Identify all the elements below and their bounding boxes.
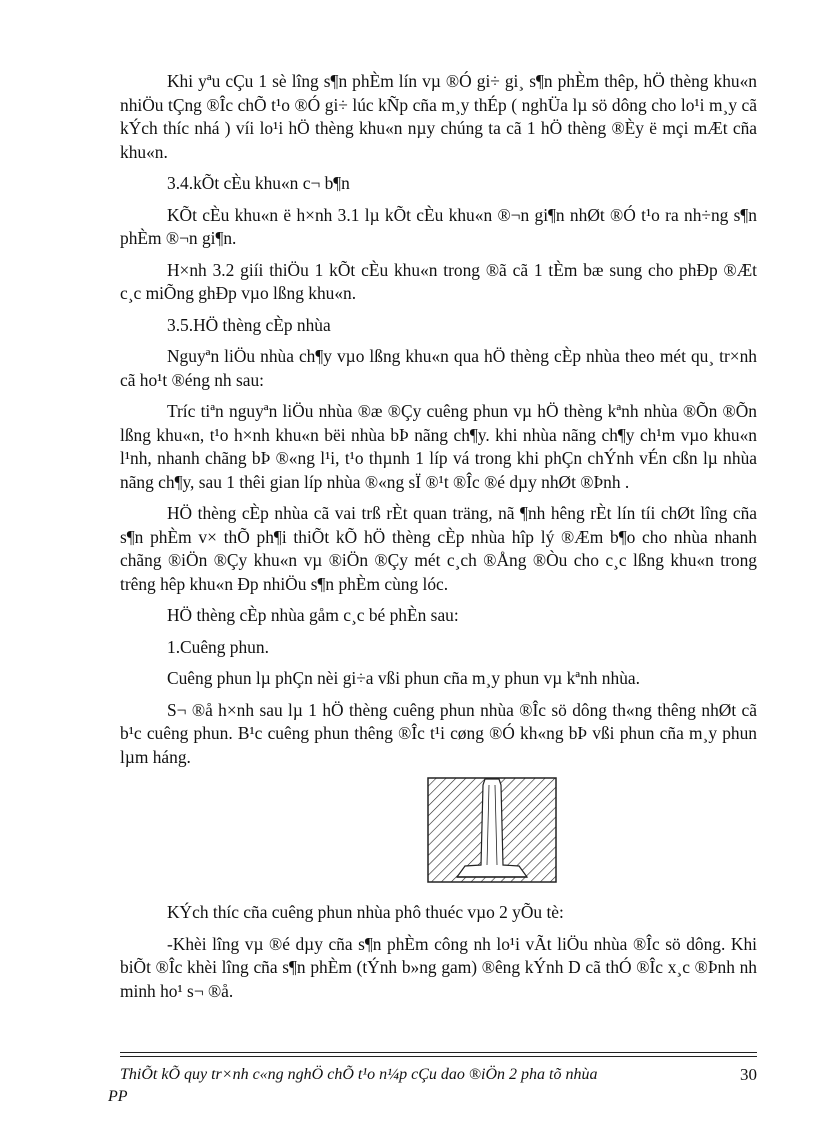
paragraph: KÕt cÈu khu«n ë h×nh 3.1 lµ kÕt cÈu khu«n ®¬n gi¶n nhØt ®Ó t¹o ra nh÷ng s¶n phÈm ®¬n gi¶n.	[120, 204, 757, 248]
page-number: 30	[740, 1065, 757, 1084]
paragraph: Nguyªn liÖu nhùa ch¶y vµo lßng khu«n qua hÖ thèng cÈp nhùa theo mét qu¸ tr×nh cã ho¹t ®éng nh sau:	[120, 346, 757, 390]
paragraph: HÖ thèng cÈp nhùa cã vai trß rÈt quan träng, nã ¶nh hêng rÈt lín tíi chØt lîng cña s¶n phÈm v× thÕ ph¶i thiÕt kÕ hÖ thèng cÈp nhùa hîp lý ®Æm b¶o cho nhùa nhanh chãng ®iÖn ®Çy khu«n vµ ®iÖn ®Çy mét c¸ch ®Ång ®Òu cho c¸c lßng khu«n trong trêng hêp khu«n Ðp nhiÖu s¶n phÈm cùng lóc.	[120, 503, 757, 594]
paragraph: H×nh 3.2 giíi thiÖu 1 kÕt cÈu khu«n trong ®ã cã 1 tÈm bæ sung cho phÐp ®Æt c¸c miÕng ghÐp vµo lßng khu«n.	[120, 259, 757, 303]
section-heading: 3.4.kÕt cÈu khu«n c¬ b¶n	[167, 173, 350, 193]
footer-title: ThiÕt kÕ quy tr×nh c«ng nghÖ chÕ t¹o n¼p cÇu dao ®iÖn 2 pha tõ nhùa	[120, 1066, 598, 1083]
body-text	[120, 70, 757, 1011]
paragraph: KÝch thíc cña cuêng phun nhùa phô thuéc vµo 2 yÕu tè:	[167, 902, 564, 922]
sprue-bushing-drawing	[427, 777, 557, 887]
sprue-bushing-figure	[120, 777, 757, 887]
paragraph: Khi yªu cÇu 1 sè lîng s¶n phÈm lín vµ ®Ó gi÷ gi¸ s¶n phÈm thêp, hÖ thèng khu«n nhiÖu tÇng ®Îc chÕ t¹o ®Ó gi÷ lúc kÑp cña m¸y thÉp ( nghÜa lµ sö dông cho lo¹i m¸y cã kÝch thíc nhá ) víi lo¹i hÖ thèng khu«n nµy chúng ta cã 1 hÖ thèng ®Èy ë mçi mÆt cña khu«n.	[120, 71, 757, 162]
footer-rule	[120, 1056, 757, 1057]
footer-rule	[120, 1052, 757, 1053]
paragraph: Cuêng phun lµ phÇn nèi gi÷a vßi phun cña m¸y phun vµ kªnh nhùa.	[167, 668, 640, 688]
footer-title-continuation: PP	[108, 1088, 128, 1105]
paragraph: S¬ ®å h×nh sau lµ 1 hÖ thèng cuêng phun nhùa ®Îc sö dông th«ng thêng nhØt cã b¹c cuêng phun. B¹c cuêng phun thêng ®Îc t¹i cøng ®Ó kh«ng bÞ vßi phun cña m¸y phun lµm háng.	[120, 699, 757, 767]
paragraph: -Khèi lîng vµ ®é dµy cña s¶n phÈm công nh lo¹i vÃt liÖu nhùa ®Îc sö dông. Khi biÕt ®Îc khèi lîng cña s¶n phÈm (tÝnh b»ng gam) ®êng kÝnh D cã thÓ ®Îc x¸c ®Þnh nh minh ho¹ s¬ ®å.	[120, 933, 757, 1001]
page-footer	[108, 1052, 757, 1105]
paragraph: HÖ thèng cÈp nhùa gåm c¸c bé phÈn sau:	[167, 605, 459, 625]
paragraph: Tríc tiªn nguyªn liÖu nhùa ®æ ®Çy cuêng phun vµ hÖ thèng kªnh nhùa ®Õn ®Õn lßng khu«n, t¹o h×nh khu«n bëi nhùa bÞ nãng ch¶y. khi nhùa nãng ch¶y ch¹m vµo khu«n l¹nh, nhanh chãng bÞ ®«ng l¹i, t¹o thµnh 1 líp vá trong khi phÇn chÝnh vÉn cßn lµ nhùa nãng ch¶y, sau 1 thêi gian líp nhùa ®«ng sÏ ®¹t ®Îc ®é dµy nhØt ®Þnh .	[120, 401, 757, 492]
section-heading: 3.5.HÖ thèng cÈp nhùa	[167, 314, 331, 335]
list-heading: 1.Cuêng phun.	[167, 636, 269, 657]
